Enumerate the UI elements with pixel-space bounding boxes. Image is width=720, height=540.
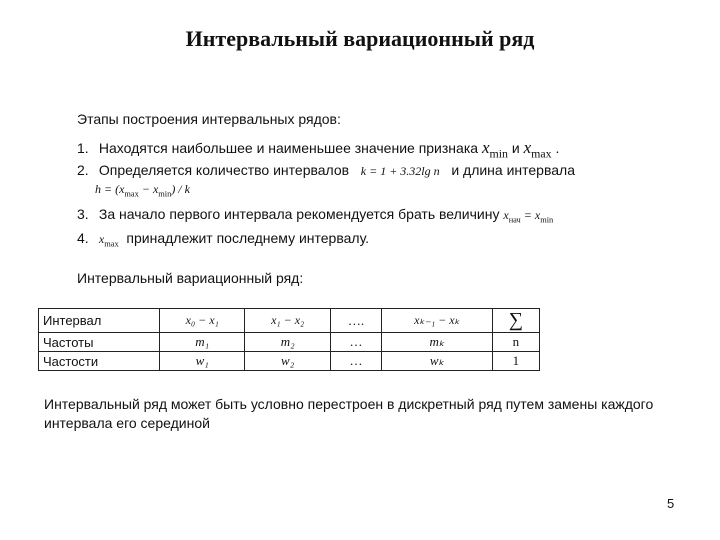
page-number: 5 <box>667 496 675 511</box>
table-cell-total: n <box>492 333 539 352</box>
step-1 <box>77 138 559 161</box>
row-label: Частоты <box>39 333 160 352</box>
step-text: принадлежит последнему интервалу. <box>126 230 370 246</box>
step-4 <box>77 230 369 248</box>
table-cell: m₂ <box>245 333 330 352</box>
step-text: Определяется количество интервалов <box>98 162 350 178</box>
table-cell: … <box>330 352 381 371</box>
table-cell: wₖ <box>382 352 493 371</box>
step-conjunction: и длина интервала <box>451 162 575 178</box>
interval-table <box>38 308 540 371</box>
step-2 <box>77 162 575 179</box>
table-cell: x₁ − x₂ <box>245 309 330 333</box>
row-label: Интервал <box>39 309 160 333</box>
table-cell: x₀ − x₁ <box>160 309 245 333</box>
step-3 <box>77 206 553 224</box>
x-min-formula: $x_{min}$ <box>481 138 508 161</box>
step-text: Находятся наибольшее и наименьшее значение признака <box>98 140 479 156</box>
step-conjunction: и <box>511 140 520 156</box>
table-cell: w₁ <box>160 352 245 371</box>
table-cell: w₂ <box>245 352 330 371</box>
step-number: 1. <box>77 140 89 156</box>
step-text: За начало первого интервала рекомендуется брать величину <box>98 206 500 222</box>
table-row <box>39 352 540 371</box>
step-number: 2. <box>77 162 89 178</box>
h-formula: $h = (x_{max} - x_{min}) / k$ <box>95 182 190 199</box>
step-number: 4. <box>77 230 89 246</box>
outro-text: Интервальный ряд может быть условно перестроен в дискретный ряд путем замены каждого интервала его серединой <box>44 396 654 431</box>
table-cell: …. <box>330 309 381 333</box>
intro-text: Этапы построения интервальных рядов: <box>77 111 341 127</box>
table-cell: xₖ₋₁ − xₖ <box>382 309 493 333</box>
slide-title: Интервальный вариационный ряд <box>185 26 535 51</box>
row-label: Частости <box>39 352 160 371</box>
step-end: . <box>555 140 560 156</box>
table-row <box>39 309 540 333</box>
sum-symbol: ∑ <box>492 309 539 333</box>
table-heading: Интервальный вариационный ряд: <box>77 270 304 286</box>
table-cell: m₁ <box>160 333 245 352</box>
table-cell-total: 1 <box>492 352 539 371</box>
table-cell: mₖ <box>382 333 493 352</box>
k-formula: k = 1 + 3.32lg n <box>360 164 440 178</box>
x-start-formula: $x_{нач} = x_{min}$ <box>503 208 554 225</box>
x-max-formula: $x_{max}$ <box>98 232 119 249</box>
step-number: 3. <box>77 206 89 222</box>
x-max-formula: $x_{max}$ <box>523 138 552 161</box>
table-cell: … <box>330 333 381 352</box>
table-row <box>39 333 540 352</box>
